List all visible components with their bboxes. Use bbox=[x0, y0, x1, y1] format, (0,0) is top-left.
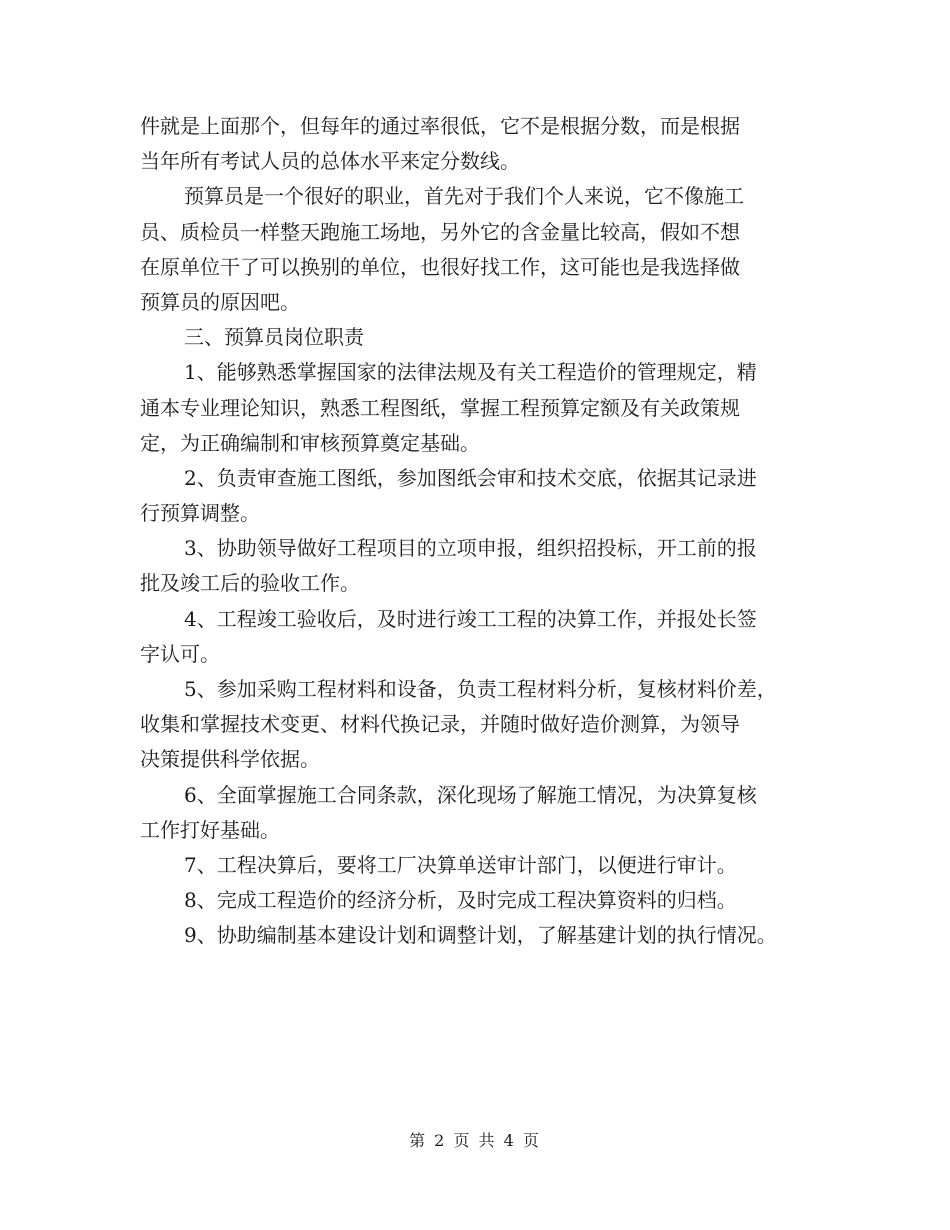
text-line: 预算员是一个很好的职业，首先对于我们个人来说，它不像施工 bbox=[184, 184, 744, 209]
text-line: 通本专业理论知识，熟悉工程图纸，掌握工程预算定额及有关政策规 bbox=[140, 395, 740, 420]
text-line: 字认可。 bbox=[140, 641, 220, 666]
text-line: 5、参加采购工程材料和设备，负责工程材料分析，复核材料价差， bbox=[184, 677, 777, 701]
duty-item-5 bbox=[140, 672, 820, 778]
document-body bbox=[140, 109, 820, 954]
text-line: 7、工程决算后，要将工厂决算单送审计部门，以便进行审计。 bbox=[184, 852, 737, 877]
section-heading bbox=[140, 320, 820, 355]
text-line: 员、质检员一样整天跑施工场地，另外它的含金量比较高，假如不想 bbox=[140, 219, 740, 244]
duty-item-2 bbox=[140, 461, 820, 531]
text-line: 6、全面掌握施工合同条款，深化现场了解施工情况，为决算复核 bbox=[184, 782, 757, 807]
duty-item-8 bbox=[140, 883, 820, 918]
duty-item-3 bbox=[140, 531, 820, 601]
duty-item-1 bbox=[140, 355, 820, 461]
page-number-footer: 第 2 页 共 4 页 bbox=[409, 1131, 541, 1150]
text-line: 决策提供科学依据。 bbox=[140, 747, 320, 772]
text-line: 1、能够熟悉掌握国家的法律法规及有关工程造价的管理规定，精 bbox=[184, 360, 757, 385]
text-line: 2、负责审查施工图纸，参加图纸会审和技术交底，依据其记录进 bbox=[184, 465, 757, 490]
text-line: 定，为正确编制和审核预算奠定基础。 bbox=[140, 430, 480, 455]
paragraph-continuation bbox=[140, 109, 820, 179]
text-line: 批及竣工后的验收工作。 bbox=[140, 571, 360, 596]
text-line: 当年所有考试人员的总体水平来定分数线。 bbox=[140, 149, 520, 174]
text-line: 预算员的原因吧。 bbox=[140, 289, 300, 314]
section-heading-text: 三、预算员岗位职责 bbox=[184, 325, 364, 350]
paragraph-career bbox=[140, 179, 820, 320]
text-line: 行预算调整。 bbox=[140, 501, 260, 526]
text-line: 件就是上面那个，但每年的通过率很低，它不是根据分数，而是根据 bbox=[140, 114, 740, 138]
text-line: 3、协助领导做好工程项目的立项申报，组织招投标，开工前的报 bbox=[184, 536, 757, 561]
duty-item-7 bbox=[140, 848, 820, 883]
text-line: 4、工程竣工验收后，及时进行竣工工程的决算工作，并报处长签 bbox=[184, 606, 757, 631]
text-line: 收集和掌握技术变更、材料代换记录，并随时做好造价测算，为领导 bbox=[140, 712, 740, 737]
text-line: 9、协助编制基本建设计划和调整计划，了解基建计划的执行情况。 bbox=[184, 923, 777, 948]
duty-item-6 bbox=[140, 778, 820, 848]
duty-item-4 bbox=[140, 602, 820, 672]
text-line: 工作打好基础。 bbox=[140, 817, 280, 842]
text-line: 在原单位干了可以换别的单位，也很好找工作，这可能也是我选择做 bbox=[140, 254, 740, 279]
duty-item-9 bbox=[140, 918, 820, 953]
text-line: 8、完成工程造价的经济分析，及时完成工程决算资料的归档。 bbox=[184, 888, 737, 913]
